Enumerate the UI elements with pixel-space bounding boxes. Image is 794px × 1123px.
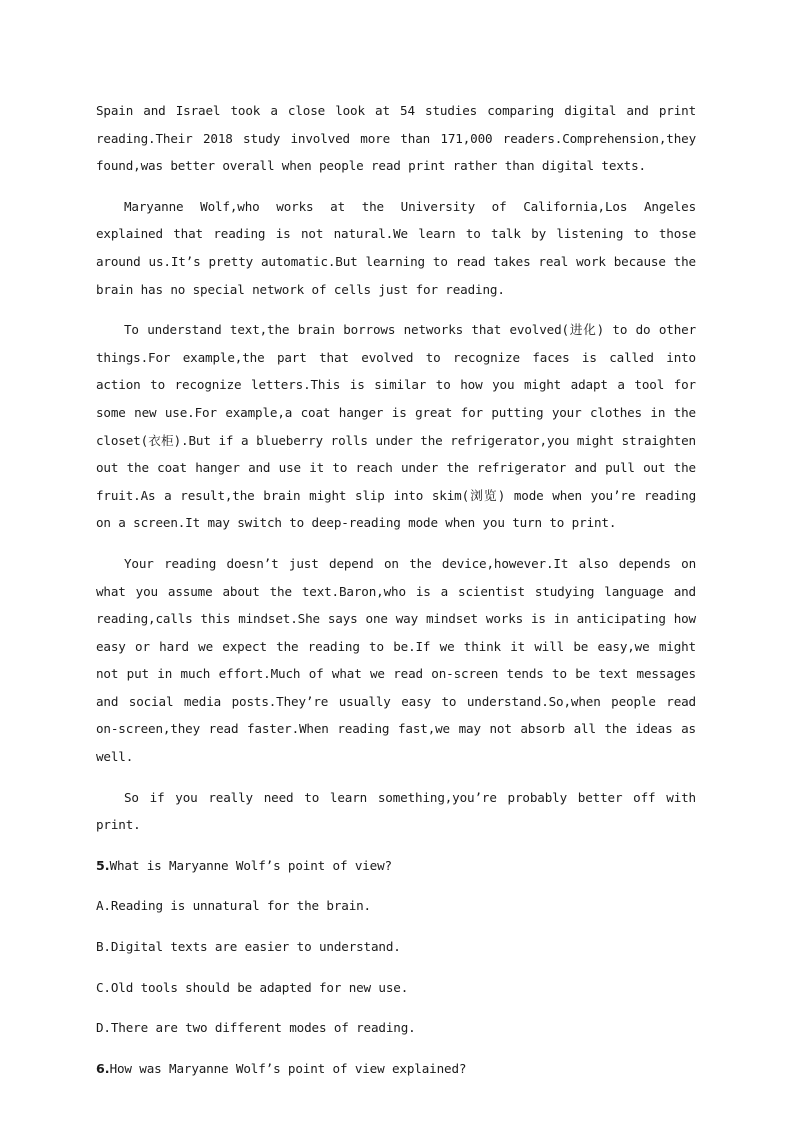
question-6 (96, 1055, 696, 1083)
question-5-option-b: B.Digital texts are easier to understand. (96, 939, 401, 955)
question-5-option-a: A.Reading is unnatural for the brain. (96, 898, 371, 914)
question-5-text: What is Maryanne Wolf’s point of view? (109, 857, 392, 873)
paragraph-4: Your reading doesn’t just depend on the device,however.It also depends on what you assume about the text.Baron,who is a scientist studying language and reading,calls this mindset.She says one way mindset works is in anticipating how easy or hard we expect the reading to be.If we think it will be easy,we might not put in much effort.Much of what we read on-screen tends to be text messages and social media posts.They’re usually easy to understand.So,when people read on-screen,they read faster.When reading fast,we may not absorb all the ideas as well. (96, 555, 696, 765)
paragraph-5: So if you really need to learn something,you’re probably better off with print. (96, 789, 696, 833)
question-5-option-d: D.There are two different modes of reading. (96, 1020, 416, 1036)
question-5-number: 5. (96, 857, 110, 873)
question-6-text: How was Maryanne Wolf’s point of view explained? (109, 1060, 467, 1076)
article-content (96, 97, 696, 1095)
question-5 (96, 852, 696, 880)
paragraph-2: Maryanne Wolf,who works at the University of California,Los Angeles explained that reading is not natural.We learn to talk by listening to those around us.It’s pretty automatic.But learning to read takes real work because the brain has no special network of cells just for reading. (96, 198, 696, 297)
paragraph-1: Spain and Israel took a close look at 54 studies comparing digital and print reading.Their 2018 study involved more than 171,000 readers.Comprehension,they found,was better overall when people read print rather than digital texts. (96, 103, 696, 174)
question-5-option-c: C.Old tools should be adapted for new use. (96, 979, 409, 995)
question-6-number: 6. (96, 1060, 110, 1076)
paragraph-3: To understand text,the brain borrows networks that evolved(进化) to do other things.For example,the part that evolved to recognize faces is called into action to recognize letters.This is similar to how you might adapt a tool for some new use.For example,a coat hanger is great for putting your clothes in the closet(衣柜).But if a blueberry rolls under the refrigerator,you might straighten out the coat hanger and use it to reach under the refrigerator and pull out the fruit.As a result,the brain might slip into skim(浏览) mode when you’re reading on a screen.It may switch to deep-reading mode when you turn to print. (96, 322, 696, 531)
